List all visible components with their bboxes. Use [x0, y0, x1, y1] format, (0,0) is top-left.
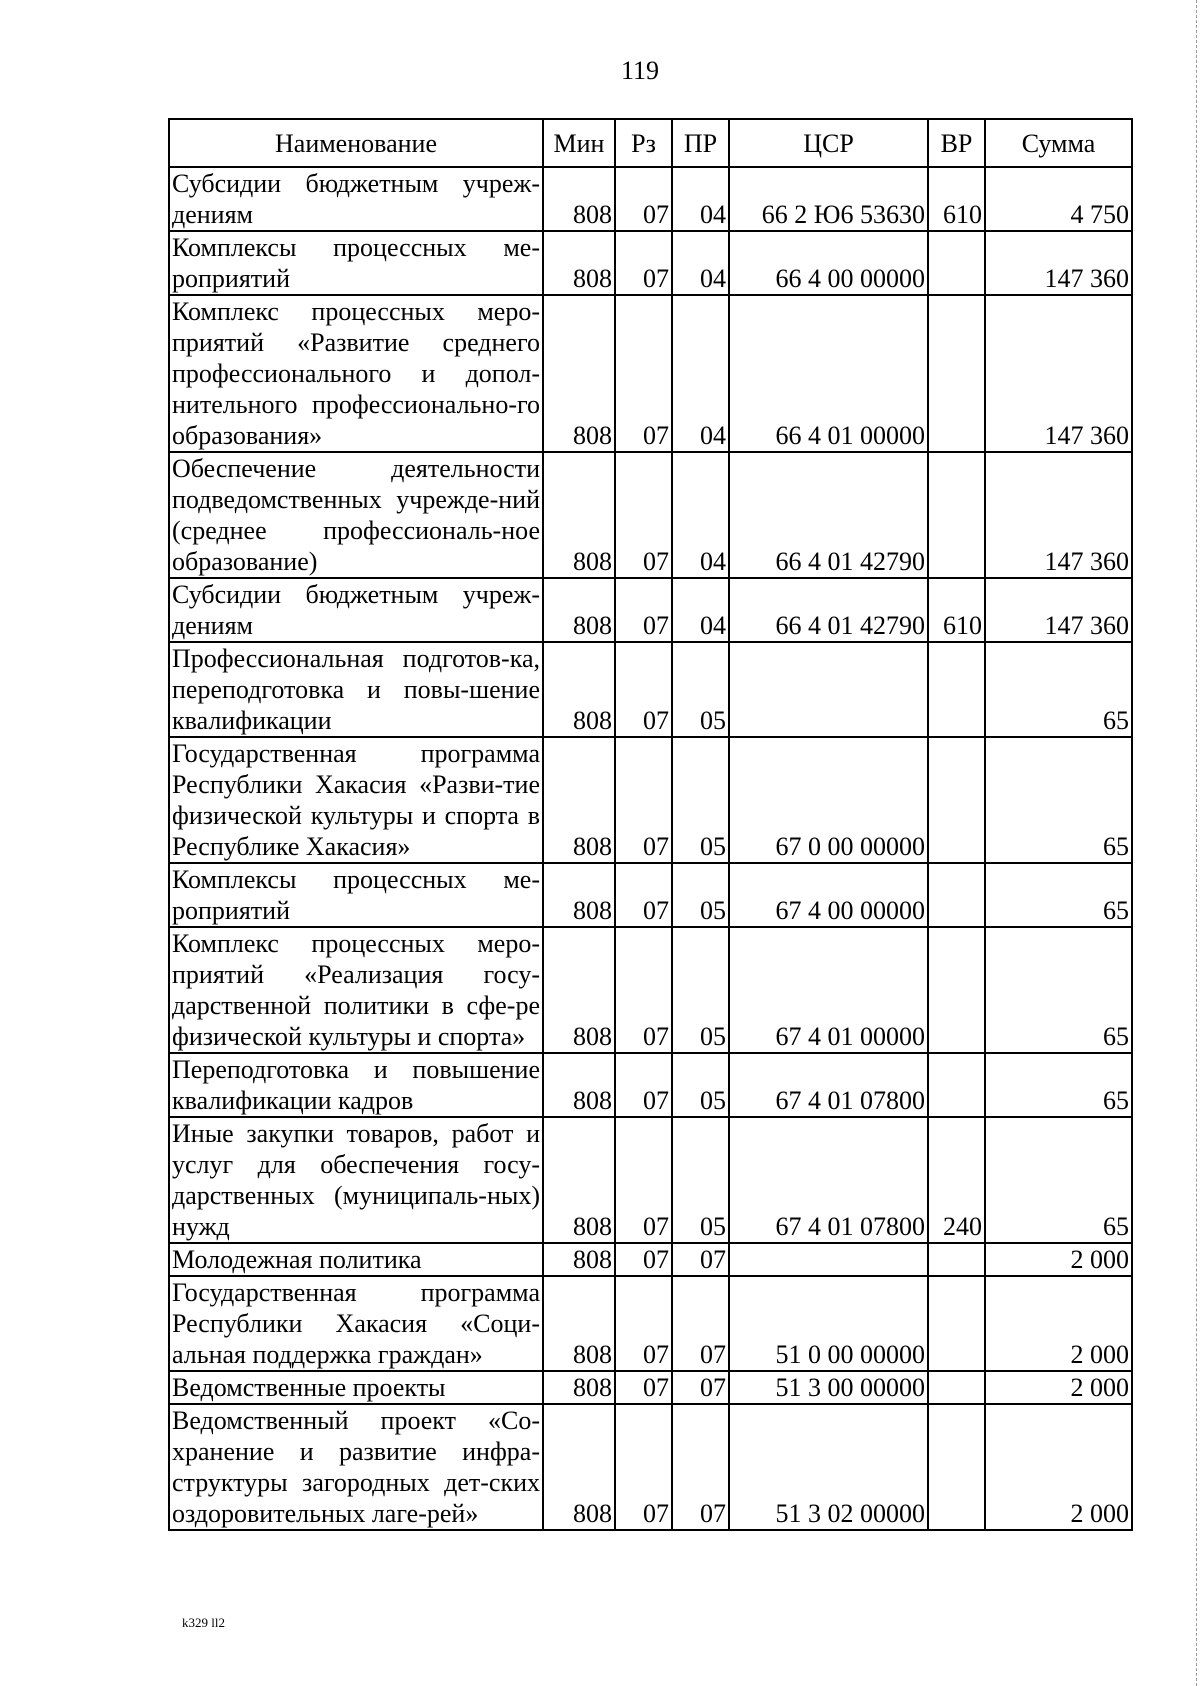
cell-name: Государственная программа Республики Хакасия «Разви-тие физической культуры и спорта в Республике Хакасия»	[169, 737, 543, 863]
cell-csr	[729, 642, 928, 737]
cell-vr	[928, 1404, 985, 1530]
cell-sum: 2 000	[985, 1371, 1132, 1404]
cell-vr: 610	[928, 578, 985, 642]
cell-name: Обеспечение деятельности подведомственных учрежде-ний (среднее профессиональ-ное образование)	[169, 452, 543, 578]
cell-name: Комплекс процессных меро-приятий «Развитие среднего профессионального и допол-нительного профессионально-го образования»	[169, 295, 543, 452]
cell-rz: 07	[615, 452, 672, 578]
table-row	[169, 1053, 1132, 1117]
cell-csr: 51 3 00 00000	[729, 1371, 928, 1404]
cell-sum: 147 360	[985, 231, 1132, 295]
cell-rz: 07	[615, 1404, 672, 1530]
cell-pr: 07	[672, 1371, 729, 1404]
footer-code: k329 ll2	[182, 1615, 225, 1630]
scan-edge-line	[1196, 0, 1197, 1686]
cell-sum: 4 750	[985, 167, 1132, 231]
cell-sum: 2 000	[985, 1404, 1132, 1530]
header-min: Мин	[543, 119, 615, 167]
table-row	[169, 1404, 1132, 1530]
cell-pr: 05	[672, 1117, 729, 1243]
cell-csr: 67 4 01 07800	[729, 1117, 928, 1243]
cell-pr: 04	[672, 167, 729, 231]
table-row	[169, 578, 1132, 642]
cell-sum: 65	[985, 1117, 1132, 1243]
cell-name: Государственная программа Республики Хакасия «Соци-альная поддержка граждан»	[169, 1276, 543, 1371]
cell-pr: 04	[672, 231, 729, 295]
cell-min: 808	[543, 1117, 615, 1243]
cell-min: 808	[543, 737, 615, 863]
table-row	[169, 231, 1132, 295]
cell-rz: 07	[615, 1117, 672, 1243]
cell-vr	[928, 452, 985, 578]
table-row	[169, 452, 1132, 578]
cell-sum: 147 360	[985, 452, 1132, 578]
cell-sum: 65	[985, 1053, 1132, 1117]
cell-rz: 07	[615, 167, 672, 231]
cell-csr: 66 4 01 00000	[729, 295, 928, 452]
cell-rz: 07	[615, 1243, 672, 1276]
cell-rz: 07	[615, 642, 672, 737]
cell-min: 808	[543, 1276, 615, 1371]
cell-rz: 07	[615, 1053, 672, 1117]
cell-min: 808	[543, 863, 615, 927]
cell-pr: 05	[672, 927, 729, 1053]
cell-csr	[729, 1243, 928, 1276]
header-pr: ПР	[672, 119, 729, 167]
cell-name: Комплексы процессных ме-роприятий	[169, 863, 543, 927]
cell-rz: 07	[615, 578, 672, 642]
cell-name: Молодежная политика	[169, 1243, 543, 1276]
table-row	[169, 1243, 1132, 1276]
cell-min: 808	[543, 642, 615, 737]
cell-vr	[928, 1276, 985, 1371]
cell-vr	[928, 1243, 985, 1276]
cell-min: 808	[543, 295, 615, 452]
cell-min: 808	[543, 1053, 615, 1117]
header-csr: ЦСР	[729, 119, 928, 167]
cell-rz: 07	[615, 231, 672, 295]
cell-name: Ведомственный проект «Со-хранение и развитие инфра-структуры загородных дет-ских оздоровительных лаге-рей»	[169, 1404, 543, 1530]
cell-csr: 67 4 00 00000	[729, 863, 928, 927]
cell-vr	[928, 295, 985, 452]
cell-csr: 66 4 00 00000	[729, 231, 928, 295]
page-number: 119	[620, 56, 660, 85]
cell-csr: 66 4 01 42790	[729, 452, 928, 578]
table-row	[169, 295, 1132, 452]
cell-vr	[928, 737, 985, 863]
cell-pr: 05	[672, 1053, 729, 1117]
cell-pr: 05	[672, 737, 729, 863]
cell-pr: 07	[672, 1276, 729, 1371]
cell-rz: 07	[615, 295, 672, 452]
cell-min: 808	[543, 231, 615, 295]
cell-vr	[928, 927, 985, 1053]
header-name: Наименование	[169, 119, 543, 167]
cell-vr	[928, 231, 985, 295]
cell-pr: 07	[672, 1404, 729, 1530]
cell-vr	[928, 1053, 985, 1117]
cell-min: 808	[543, 1243, 615, 1276]
cell-sum: 147 360	[985, 578, 1132, 642]
cell-name: Комплекс процессных меро-приятий «Реализация госу-дарственной политики в сфе-ре физической культуры и спорта»	[169, 927, 543, 1053]
cell-csr: 67 0 00 00000	[729, 737, 928, 863]
cell-name: Субсидии бюджетным учреж-дениям	[169, 167, 543, 231]
cell-sum: 147 360	[985, 295, 1132, 452]
cell-pr: 05	[672, 642, 729, 737]
cell-rz: 07	[615, 927, 672, 1053]
cell-min: 808	[543, 1404, 615, 1530]
table-row	[169, 927, 1132, 1053]
cell-pr: 04	[672, 578, 729, 642]
cell-csr: 66 4 01 42790	[729, 578, 928, 642]
cell-vr: 240	[928, 1117, 985, 1243]
header-rz: Рз	[615, 119, 672, 167]
table-row	[169, 1117, 1132, 1243]
cell-sum: 2 000	[985, 1243, 1132, 1276]
cell-vr	[928, 1371, 985, 1404]
cell-vr	[928, 642, 985, 737]
header-vr: ВР	[928, 119, 985, 167]
cell-name: Переподготовка и повышение квалификации кадров	[169, 1053, 543, 1117]
cell-min: 808	[543, 452, 615, 578]
cell-min: 808	[543, 927, 615, 1053]
cell-csr: 67 4 01 07800	[729, 1053, 928, 1117]
cell-name: Профессиональная подготов-ка, переподготовка и повы-шение квалификации	[169, 642, 543, 737]
cell-csr: 51 0 00 00000	[729, 1276, 928, 1371]
cell-name: Комплексы процессных ме-роприятий	[169, 231, 543, 295]
cell-name: Субсидии бюджетным учреж-дениям	[169, 578, 543, 642]
table-row	[169, 737, 1132, 863]
cell-name: Ведомственные проекты	[169, 1371, 543, 1404]
table-body	[169, 167, 1132, 1530]
cell-pr: 04	[672, 295, 729, 452]
cell-rz: 07	[615, 1371, 672, 1404]
cell-rz: 07	[615, 737, 672, 863]
cell-vr	[928, 863, 985, 927]
cell-min: 808	[543, 167, 615, 231]
header-sum: Сумма	[985, 119, 1132, 167]
cell-sum: 2 000	[985, 1276, 1132, 1371]
table-row	[169, 642, 1132, 737]
cell-csr: 66 2 Ю6 53630	[729, 167, 928, 231]
budget-table	[168, 118, 1133, 1531]
table-row	[169, 167, 1132, 231]
cell-csr: 67 4 01 00000	[729, 927, 928, 1053]
cell-sum: 65	[985, 737, 1132, 863]
cell-pr: 07	[672, 1243, 729, 1276]
cell-min: 808	[543, 578, 615, 642]
cell-name: Иные закупки товаров, работ и услуг для обеспечения госу-дарственных (муниципаль-ных) нужд	[169, 1117, 543, 1243]
cell-sum: 65	[985, 927, 1132, 1053]
cell-sum: 65	[985, 863, 1132, 927]
cell-vr: 610	[928, 167, 985, 231]
table-row	[169, 863, 1132, 927]
cell-sum: 65	[985, 642, 1132, 737]
cell-rz: 07	[615, 1276, 672, 1371]
table-header-row	[169, 119, 1132, 167]
cell-rz: 07	[615, 863, 672, 927]
table-row	[169, 1276, 1132, 1371]
cell-csr: 51 3 02 00000	[729, 1404, 928, 1530]
table-row	[169, 1371, 1132, 1404]
cell-pr: 04	[672, 452, 729, 578]
cell-min: 808	[543, 1371, 615, 1404]
cell-pr: 05	[672, 863, 729, 927]
